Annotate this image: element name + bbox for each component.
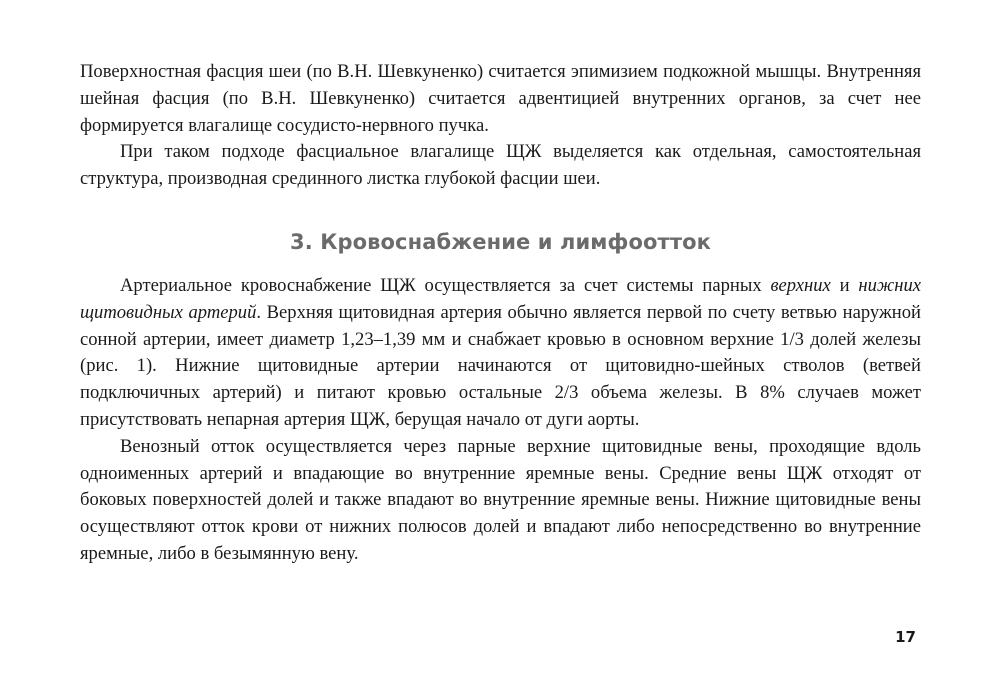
paragraph-1-text-a: Артериальное кровоснабжение ЩЖ осуществляется за счет системы парных [120,275,771,296]
paragraph-1-italic-b: нижних щитовидных артерий [80,275,921,323]
paragraph-1-italic-a: верхних [770,275,831,296]
page-number: 17 [895,628,916,646]
paragraph-1-text-c: . Верхняя щитовидная артерия обычно является первой по счету ветвью наружной сонной артерии, имеет диаметр 1,23–1,39 мм и снабжает кровью в основном верхние 1/3 долей железы (рис. 1). Нижние щитовидные артерии начинаются от щитовидно-шейных стволов (ветвей подключичных артерий) и питают кровью остальные 2/3 объема железы. В 8% случаев может присутствовать непарная артерия ЩЖ, берущая начало от дуги аорты. [80,301,921,430]
section-paragraph-2: Венозный отток осуществляется через парные верхние щитовидные вены, проходящие вдоль одноименных артерий и впадающие во внутренние яремные вены. Средние вены ЩЖ отходят от боковых поверхностей долей и также впадают во внутренние яремные вены. Нижние щитовидные вены осуществляют отток крови от нижних полюсов долей и впадают либо непосредственно во внутренние яремные, либо в безымянную вену. [80,435,921,564]
section-heading: 3. Кровоснабжение и лимфоотток [290,230,711,254]
intro-text [80,59,921,193]
section-text [80,273,921,568]
intro-paragraph-1: Поверхностная фасция шеи (по В.Н. Шевкуненко) считается эпимизием подкожной мышцы. Внутренняя шейная фасция (по В.Н. Шевкуненко) считается адвентицией внутренних органов, за счет нее формируется влагалище сосудисто-нервного пучка. [80,61,921,136]
paragraph-1-text-b: и [830,275,859,296]
section-paragraph-1 [80,273,921,434]
intro-paragraph-2: При таком подходе фасциальное влагалище ЩЖ выделяется как отдельная, самостоятельная структура, производная срединного листка глубокой фасции шеи. [80,141,921,190]
